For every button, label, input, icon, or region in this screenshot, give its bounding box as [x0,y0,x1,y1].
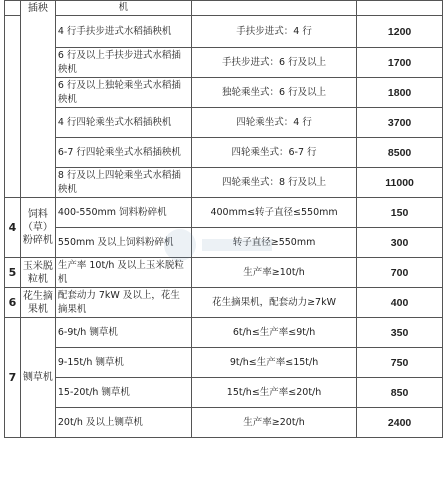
category-cell: 铡草机 [20,318,55,438]
spec-cell: 生产率≥20t/h [191,408,356,438]
machine-type-cell: 15-20t/h 铡草机 [55,378,191,408]
row-number: 5 [5,258,21,288]
amount-cell: 2400 [357,408,443,438]
category-cell [20,16,55,198]
category-cell: 玉米脱粒机 [20,258,55,288]
spec-cell: 独轮乘坐式：6 行及以上 [191,78,356,108]
machine-type-cell: 6-7 行四轮乘坐式水稻插秧机 [55,138,191,168]
machine-type-cell: 6-9t/h 铡草机 [55,318,191,348]
amount-cell: 300 [357,228,443,258]
table-row [5,318,443,348]
table-row [5,228,443,258]
row-number: 7 [5,318,21,438]
machine-type-cell: 机 [55,1,191,16]
amount-cell: 11000 [357,168,443,198]
amount-cell: 1200 [357,16,443,48]
machine-type-cell: 6 行及以上手扶步进式水稻插秧机 [55,48,191,78]
machine-type-cell: 4 行四轮乘坐式水稻插秧机 [55,108,191,138]
amount-cell [357,1,443,16]
row-number: 6 [5,288,21,318]
spec-cell [191,1,356,16]
category-cell: 花生摘果机 [20,288,55,318]
row-number [5,16,21,198]
spec-cell: 9t/h≤生产率≤15t/h [191,348,356,378]
machine-type-cell: 6 行及以上独轮乘坐式水稻插秧机 [55,78,191,108]
table-row [5,408,443,438]
spec-cell: 手扶步进式：6 行及以上 [191,48,356,78]
machine-type-cell: 生产率 10t/h 及以上玉米脱粒机 [55,258,191,288]
amount-cell: 850 [357,378,443,408]
spec-cell: 四轮乘坐式：8 行及以上 [191,168,356,198]
row-number: 4 [5,198,21,258]
category-cell: 插秧 [20,1,55,16]
spec-cell: 花生摘果机，配套动力≥7kW [191,288,356,318]
amount-cell: 1700 [357,48,443,78]
category-cell: 饲料（草）粉碎机 [20,198,55,258]
spec-cell: 转子直径≥550mm [191,228,356,258]
subsidy-table-body [5,1,443,438]
amount-cell: 1800 [357,78,443,108]
machine-type-cell: 8 行及以上四轮乘坐式水稻插秧机 [55,168,191,198]
spec-cell: 400mm≤转子直径≤550mm [191,198,356,228]
amount-cell: 150 [357,198,443,228]
machine-type-cell: 4 行手扶步进式水稻插秧机 [55,16,191,48]
table-row [5,288,443,318]
table-row [5,378,443,408]
amount-cell: 400 [357,288,443,318]
amount-cell: 8500 [357,138,443,168]
table-row [5,78,443,108]
row-number [5,1,21,16]
table-row [5,138,443,168]
table-row [5,48,443,78]
machine-type-cell: 550mm 及以上饲料粉碎机 [55,228,191,258]
machine-type-cell: 配套动力 7kW 及以上，花生摘果机 [55,288,191,318]
amount-cell: 700 [357,258,443,288]
spec-cell: 手扶步进式：4 行 [191,16,356,48]
table-row [5,348,443,378]
table-row [5,168,443,198]
subsidy-table [4,0,443,438]
table-row [5,16,443,48]
table-row [5,258,443,288]
spec-cell: 6t/h≤生产率≤9t/h [191,318,356,348]
amount-cell: 3700 [357,108,443,138]
machine-type-cell: 9-15t/h 铡草机 [55,348,191,378]
spec-cell: 四轮乘坐式：4 行 [191,108,356,138]
spec-cell: 四轮乘坐式：6-7 行 [191,138,356,168]
table-row [5,108,443,138]
machine-type-cell: 400-550mm 饲料粉碎机 [55,198,191,228]
amount-cell: 750 [357,348,443,378]
amount-cell: 350 [357,318,443,348]
spec-cell: 15t/h≤生产率≤20t/h [191,378,356,408]
machine-type-cell: 20t/h 及以上铡草机 [55,408,191,438]
header-fragment-row [5,1,443,16]
table-row [5,198,443,228]
spec-cell: 生产率≥10t/h [191,258,356,288]
